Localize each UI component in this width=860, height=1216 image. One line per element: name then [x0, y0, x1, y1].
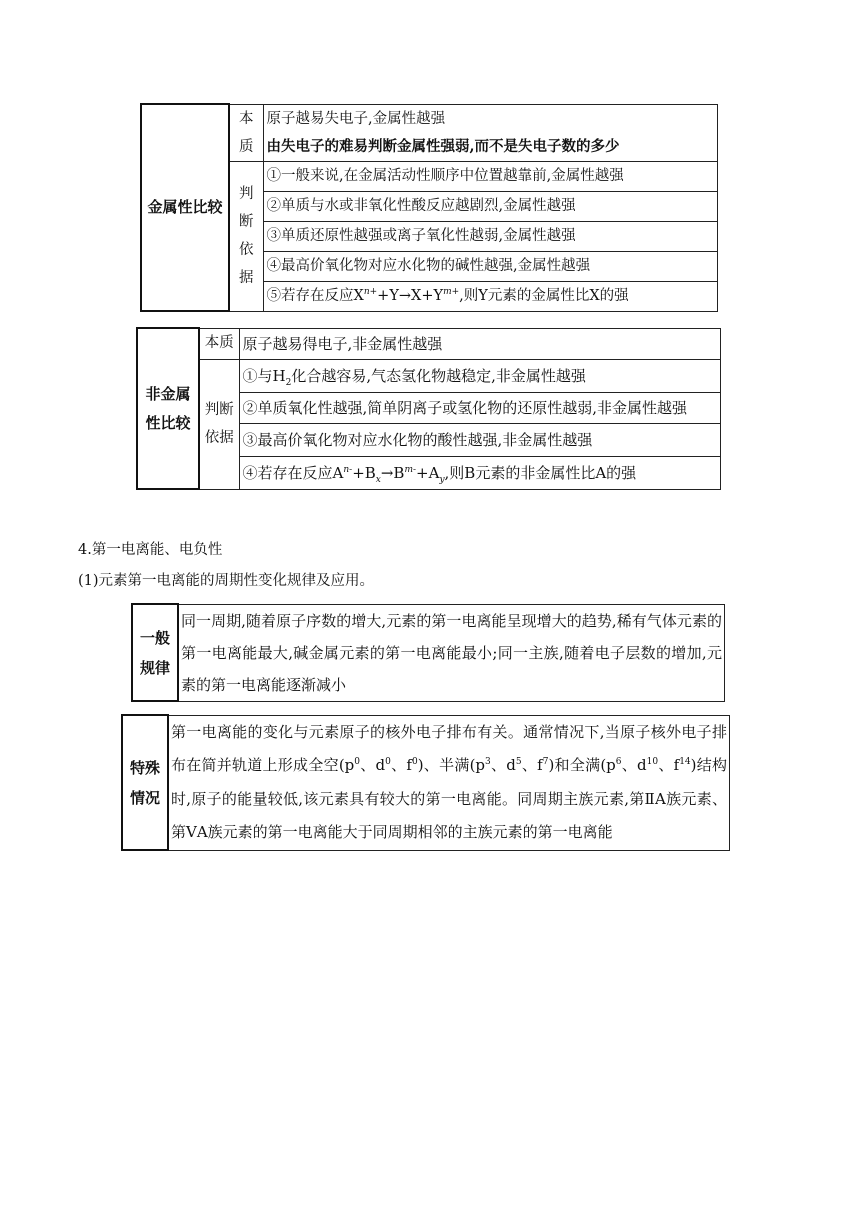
subsection-heading: (1)元素第一电离能的周期性变化规律及应用。	[78, 573, 375, 589]
nonmetal-title	[137, 328, 199, 489]
general-text: 同一周期,随着原子序数的增大,元素的第一电离能呈现增大的趋势,稀有气体元素的第一电离能最大,碱金属元素的第一电离能最小;同一主族,随着电子层数的增加,元素的第一电离能逐渐减小	[178, 604, 725, 701]
special-case-table	[121, 714, 730, 851]
special-t2: 、d	[360, 756, 386, 774]
metal-essence-line-1: 原子越易失电子,金属性越强	[266, 110, 446, 127]
special-t7: )和全满(p	[548, 756, 616, 774]
nonmetal-comparison-table	[136, 327, 721, 490]
metal-essence-cell	[263, 104, 718, 161]
nonmetal-essence: 原子越易得电子,非金属性越强	[239, 328, 721, 359]
special-t1: 第一电离能的变化与元素原子的核外电子排布有关。通常情况下,当原子核外电子排布在简并轨道上形成全空(p	[171, 722, 727, 774]
metal-basis-1: ①一般来说,在金属活动性顺序中位置越靠前,金属性越强	[263, 161, 718, 191]
metal-essence-line-2: 由失电子的难易判断金属性强弱,而不是失电子数的多少	[266, 137, 620, 155]
general-title-text: 一般规律	[139, 628, 170, 677]
special-text	[168, 715, 730, 850]
nonmetal-basis-1-sub: 2	[285, 377, 292, 388]
nonmetal-basis-4-p4: +A	[416, 463, 440, 482]
nonmetal-basis-label	[199, 359, 239, 489]
metal-basis-5	[263, 281, 718, 311]
special-title-text: 特殊情况	[129, 758, 160, 807]
special-s6: 7	[542, 757, 549, 767]
special-s8: 10	[646, 757, 659, 767]
metal-basis-5-sup2: m+	[443, 286, 460, 297]
special-s5: 5	[515, 757, 522, 767]
general-title	[132, 604, 178, 701]
nonmetal-basis-4-s2: m-	[404, 464, 417, 475]
metal-title: 金属性比较	[141, 104, 229, 311]
metal-basis-4: ④最高价氧化物对应水化物的碱性越强,金属性越强	[263, 251, 718, 281]
nonmetal-basis-4-b2: y	[439, 474, 445, 485]
special-t4: )、半满(p	[417, 756, 486, 774]
nonmetal-basis-1	[239, 359, 721, 392]
nonmetal-basis-1-pre: ①与H	[242, 366, 286, 385]
metal-basis-5-mid: +Y→X+Y	[377, 287, 444, 304]
special-s2: 0	[385, 757, 391, 767]
metal-basis-label: 判断依据	[229, 161, 263, 311]
nonmetal-basis-4-p2: +B	[352, 463, 376, 482]
special-t6: 、f	[521, 756, 543, 774]
special-title	[122, 715, 168, 850]
nonmetal-basis-label-text: 判断依据	[204, 402, 234, 446]
nonmetal-basis-3: ③最高价氧化物对应水化物的酸性越强,非金属性越强	[239, 423, 721, 456]
special-t9: 、f	[658, 756, 680, 774]
metal-basis-3: ③单质还原性越强或离子氧化性越弱,金属性越强	[263, 221, 718, 251]
special-t8: 、d	[621, 756, 647, 774]
nonmetal-basis-4-b1: x	[375, 474, 381, 485]
nonmetal-title-text: 非金属性比较	[145, 384, 191, 432]
nonmetal-basis-4	[239, 456, 721, 489]
metal-basis-5-post: ,则Y元素的金属性比X的强	[459, 287, 629, 304]
metal-basis-5-pre: ⑤若存在反应X	[266, 287, 364, 304]
special-s7: 6	[615, 757, 622, 767]
metal-comparison-table	[140, 103, 718, 312]
nonmetal-basis-4-s1: n-	[343, 464, 353, 475]
nonmetal-basis-4-p1: ④若存在反应A	[242, 463, 344, 482]
special-t3: 、f	[390, 756, 412, 774]
section-heading: 4.第一电离能、电负性	[78, 542, 223, 558]
metal-basis-2: ②单质与水或非氧化性酸反应越剧烈,金属性越强	[263, 191, 718, 221]
special-s9: 14	[679, 757, 691, 767]
special-s1: 0	[354, 757, 361, 767]
nonmetal-basis-2: ②单质氧化性越强,简单阴离子或氢化物的还原性越弱,非金属性越强	[239, 392, 721, 423]
special-t5: 、d	[490, 756, 516, 774]
special-s4: 3	[485, 757, 491, 767]
nonmetal-basis-1-post: 化合越容易,气态氢化物越稳定,非金属性越强	[291, 366, 586, 385]
metal-essence-label: 本质	[229, 104, 263, 161]
special-s3: 0	[411, 757, 418, 767]
nonmetal-essence-label: 本质	[199, 328, 239, 359]
nonmetal-basis-4-p3: →B	[380, 463, 405, 482]
general-rule-table	[131, 603, 725, 702]
nonmetal-basis-4-p5: ,则B元素的非金属性比A的强	[444, 463, 637, 482]
metal-basis-5-sup1: n+	[363, 286, 378, 297]
special-t10: )结构时,原子的能量较低,该元素具有较大的第一电离能。同周期主族元素,第ⅡA族元素、第ⅤA族元素的第一电离能大于同周期相邻的主族元素的第一电离能	[171, 756, 728, 841]
